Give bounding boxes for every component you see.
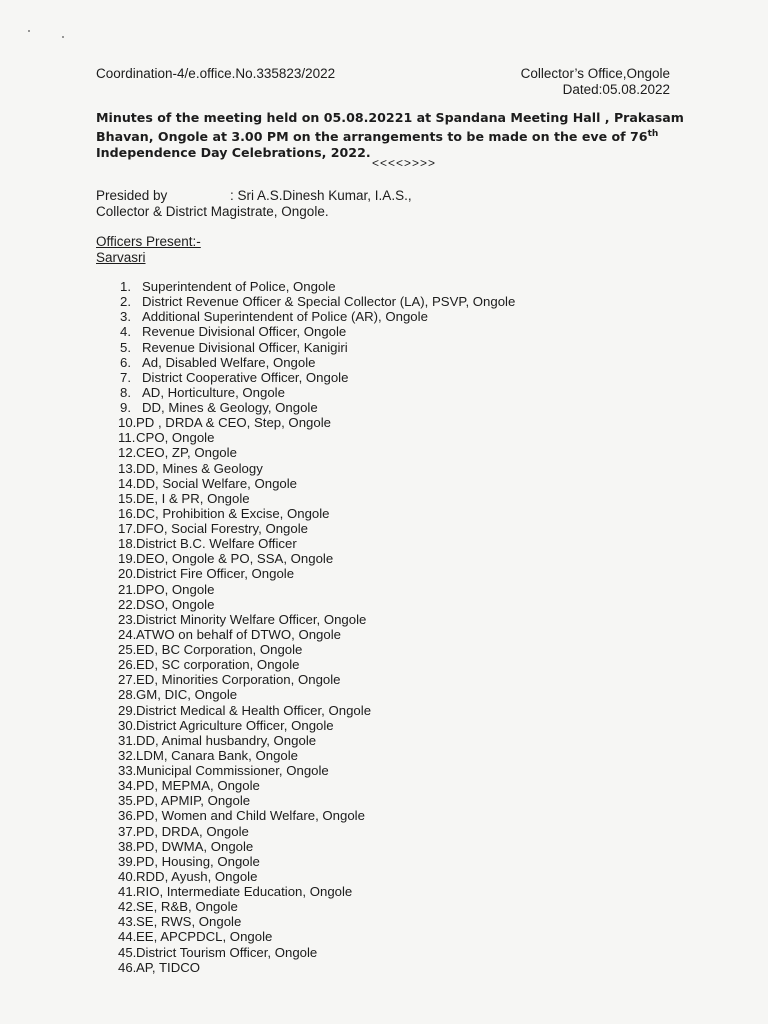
officer-number: 15. bbox=[118, 490, 137, 506]
officer-number: 1. bbox=[120, 279, 131, 294]
officer-number: 39. bbox=[118, 853, 137, 869]
meeting-title bbox=[96, 110, 686, 161]
officer-name: DD, Social Welfare, Ongole bbox=[136, 475, 298, 491]
officer-name: Municipal Commissioner, Ongole bbox=[136, 763, 329, 778]
officer-number: 7. bbox=[120, 369, 131, 385]
officer-name: ED, BC Corporation, Ongole bbox=[136, 642, 303, 657]
officer-number: 20. bbox=[118, 566, 137, 582]
officer-list-item bbox=[120, 294, 515, 309]
officer-number: 3. bbox=[120, 309, 131, 325]
officer-name: DD, Animal husbandry, Ongole bbox=[136, 732, 317, 748]
officer-name: LDM, Canara Bank, Ongole bbox=[136, 747, 298, 763]
officers-present-label: Officers Present:- bbox=[96, 234, 201, 249]
officer-list-item bbox=[118, 657, 515, 672]
officer-name: DE, I & PR, Ongole bbox=[136, 490, 250, 506]
officer-name: District Minority Welfare Officer, Ongole bbox=[136, 611, 367, 627]
officer-list-item bbox=[118, 687, 515, 702]
officer-number: 6. bbox=[120, 354, 131, 370]
officer-list-item bbox=[118, 521, 515, 536]
officer-number: 34. bbox=[118, 778, 137, 794]
presided-designation: Collector & District Magistrate, Ongole. bbox=[96, 204, 329, 219]
officer-number: 45. bbox=[118, 944, 137, 960]
officer-list-item bbox=[118, 778, 515, 793]
officer-number: 22. bbox=[118, 596, 137, 612]
sarvasri-label: Sarvasri bbox=[96, 250, 146, 265]
officer-list-item bbox=[118, 476, 515, 491]
officer-list-item bbox=[118, 929, 515, 944]
officer-name: SE, R&B, Ongole bbox=[136, 899, 238, 915]
officer-list-item bbox=[118, 461, 515, 476]
officer-list-item bbox=[118, 899, 515, 914]
officer-number: 24. bbox=[118, 626, 137, 642]
officer-name: DEO, Ongole & PO, SSA, Ongole bbox=[136, 551, 334, 567]
officer-name: DD, Mines & Geology bbox=[136, 460, 263, 476]
officer-number: 46. bbox=[118, 959, 137, 975]
officer-number: 43. bbox=[118, 914, 137, 930]
officer-list-item bbox=[118, 491, 515, 506]
officer-name: DPO, Ongole bbox=[136, 581, 215, 597]
officer-list-item bbox=[118, 793, 515, 808]
officer-name: EE, APCPDCL, Ongole bbox=[136, 929, 273, 945]
officer-name: PD , DRDA & CEO, Step, Ongole bbox=[136, 415, 331, 431]
officer-number: 26. bbox=[118, 657, 137, 673]
officers-heading bbox=[96, 234, 201, 266]
officer-list-item bbox=[118, 763, 515, 778]
officer-name: PD, DWMA, Ongole bbox=[136, 838, 254, 854]
officer-name: DFO, Social Forestry, Ongole bbox=[136, 521, 308, 536]
officer-number: 9. bbox=[120, 400, 131, 415]
officer-number: 27. bbox=[118, 672, 137, 688]
officer-name: RIO, Intermediate Education, Ongole bbox=[136, 884, 353, 899]
officer-list-item bbox=[118, 582, 515, 597]
officer-number: 11. bbox=[118, 430, 136, 446]
officer-name: PD, Women and Child Welfare, Ongole bbox=[136, 808, 365, 824]
officer-name: District B.C. Welfare Officer bbox=[136, 536, 297, 552]
title-superscript: th bbox=[647, 129, 659, 139]
officer-name: AP, TIDCO bbox=[136, 959, 201, 975]
officer-list-item bbox=[120, 370, 515, 385]
reference-number: Coordination-4/e.office.No.335823/2022 bbox=[96, 66, 336, 81]
officer-list-item bbox=[118, 733, 515, 748]
officer-list-item bbox=[118, 914, 515, 929]
officer-name: District Revenue Officer & Special Collector (LA), PSVP, Ongole bbox=[142, 294, 516, 310]
officer-list-item bbox=[118, 839, 515, 854]
officer-list-item bbox=[120, 385, 515, 400]
officer-name: SE, RWS, Ongole bbox=[136, 914, 242, 930]
officer-list-item bbox=[118, 718, 515, 733]
officer-list-item bbox=[120, 355, 515, 370]
officer-name: DD, Mines & Geology, Ongole bbox=[142, 400, 318, 415]
officer-name: PD, Housing, Ongole bbox=[136, 853, 260, 869]
officer-number: 40. bbox=[118, 868, 137, 884]
officer-name: PD, DRDA, Ongole bbox=[136, 823, 249, 839]
officer-number: 42. bbox=[118, 899, 137, 915]
officer-list-item bbox=[118, 642, 515, 657]
officer-list-item bbox=[120, 279, 515, 294]
officer-list-item bbox=[118, 597, 515, 612]
officer-list-item bbox=[118, 430, 515, 445]
officer-number: 8. bbox=[120, 384, 131, 400]
officer-list-item bbox=[120, 309, 515, 324]
officer-number: 14. bbox=[118, 475, 137, 491]
officer-list-item bbox=[120, 340, 515, 355]
officer-list-item bbox=[118, 506, 515, 521]
officer-name: DSO, Ongole bbox=[136, 596, 215, 612]
officer-name: Revenue Divisional Officer, Ongole bbox=[142, 324, 347, 340]
officer-list-item bbox=[118, 627, 515, 642]
officer-name: DC, Prohibition & Excise, Ongole bbox=[136, 505, 330, 521]
officer-list-item bbox=[118, 808, 515, 823]
officer-name: Revenue Divisional Officer, Kanigiri bbox=[142, 339, 348, 355]
officer-number: 12. bbox=[118, 445, 137, 461]
officer-number: 41. bbox=[118, 884, 137, 899]
officer-list-item bbox=[118, 612, 515, 627]
officer-name: RDD, Ayush, Ongole bbox=[136, 868, 258, 884]
officer-number: 13. bbox=[118, 460, 137, 476]
title-text: Minutes of the meeting held on 05.08.20221 at Spandana Meeting Hall , Prakasam Bhavan, Ongole at 3.00 PM on the arrangements to be made on the eve of 76 bbox=[96, 110, 684, 145]
officer-number: 4. bbox=[120, 324, 131, 340]
officer-number: 33. bbox=[118, 763, 137, 778]
officer-name: District Medical & Health Officer, Ongole bbox=[136, 702, 372, 718]
officer-number: 2. bbox=[120, 294, 131, 310]
officer-list-item bbox=[118, 748, 515, 763]
officer-list-item bbox=[118, 672, 515, 687]
officer-name: District Cooperative Officer, Ongole bbox=[142, 369, 349, 385]
officer-name: PD, APMIP, Ongole bbox=[136, 793, 251, 809]
officer-number: 16. bbox=[118, 505, 137, 521]
officer-name: ATWO on behalf of DTWO, Ongole bbox=[136, 626, 341, 642]
officer-name: CPO, Ongole bbox=[136, 430, 215, 446]
officer-name: CEO, ZP, Ongole bbox=[136, 445, 237, 461]
officer-number: 10. bbox=[118, 415, 137, 431]
officer-name: Ad, Disabled Welfare, Ongole bbox=[142, 354, 316, 370]
presided-value: : Sri A.S.Dinesh Kumar, I.A.S., bbox=[230, 188, 412, 203]
officer-number: 5. bbox=[120, 339, 131, 355]
officers-list bbox=[120, 279, 515, 975]
officer-number: 31. bbox=[118, 732, 137, 748]
officer-number: 37. bbox=[118, 823, 137, 839]
officer-number: 21. bbox=[118, 581, 137, 597]
officer-name: Superintendent of Police, Ongole bbox=[142, 279, 336, 294]
header-office-block bbox=[521, 66, 670, 98]
officer-name: ED, Minorities Corporation, Ongole bbox=[136, 672, 341, 688]
officer-number: 23. bbox=[118, 611, 137, 627]
officer-number: 17. bbox=[118, 521, 137, 536]
officer-list-item bbox=[118, 551, 515, 566]
officer-number: 35. bbox=[118, 793, 137, 809]
officer-list-item bbox=[118, 945, 515, 960]
officer-number: 19. bbox=[118, 551, 137, 567]
officer-list-item bbox=[118, 824, 515, 839]
separator: <<<<>>>> bbox=[372, 156, 437, 170]
officer-name: Additional Superintendent of Police (AR), Ongole bbox=[142, 309, 428, 325]
presided-by-block bbox=[96, 188, 412, 220]
officer-number: 18. bbox=[118, 536, 137, 552]
title-tail: Independence Day Celebrations, 2022. bbox=[96, 145, 371, 161]
officer-list-item bbox=[120, 400, 515, 415]
officer-list-item bbox=[120, 324, 515, 339]
officer-list-item bbox=[118, 566, 515, 581]
officer-name: AD, Horticulture, Ongole bbox=[142, 384, 285, 400]
office-name: Collector’s Office,Ongole bbox=[520, 66, 670, 81]
officer-number: 28. bbox=[118, 687, 137, 703]
officer-name: District Agriculture Officer, Ongole bbox=[136, 717, 334, 733]
officer-list-item bbox=[118, 960, 515, 975]
document-date: Dated:05.08.2022 bbox=[562, 82, 670, 97]
officer-list-item bbox=[118, 445, 515, 460]
scan-speck bbox=[62, 36, 64, 38]
officer-name: District Tourism Officer, Ongole bbox=[136, 944, 318, 960]
officer-number: 30. bbox=[118, 717, 137, 733]
officer-list-item bbox=[118, 854, 515, 869]
officer-number: 29. bbox=[118, 702, 137, 718]
officer-number: 38. bbox=[118, 838, 137, 854]
officer-name: PD, MEPMA, Ongole bbox=[136, 778, 260, 794]
officer-list-item bbox=[118, 703, 515, 718]
officer-list-item bbox=[118, 536, 515, 551]
officer-list-item bbox=[118, 415, 515, 430]
officer-name: ED, SC corporation, Ongole bbox=[136, 657, 300, 673]
presided-label: Presided by bbox=[96, 188, 168, 203]
officer-name: GM, DIC, Ongole bbox=[136, 687, 238, 703]
officer-name: District Fire Officer, Ongole bbox=[136, 566, 295, 582]
officer-number: 32. bbox=[118, 747, 137, 763]
officer-number: 44. bbox=[118, 929, 137, 945]
officer-list-item bbox=[118, 884, 515, 899]
officer-list-item bbox=[118, 869, 515, 884]
officer-number: 25. bbox=[118, 642, 137, 657]
scan-speck bbox=[28, 30, 30, 32]
officer-number: 36. bbox=[118, 808, 137, 824]
